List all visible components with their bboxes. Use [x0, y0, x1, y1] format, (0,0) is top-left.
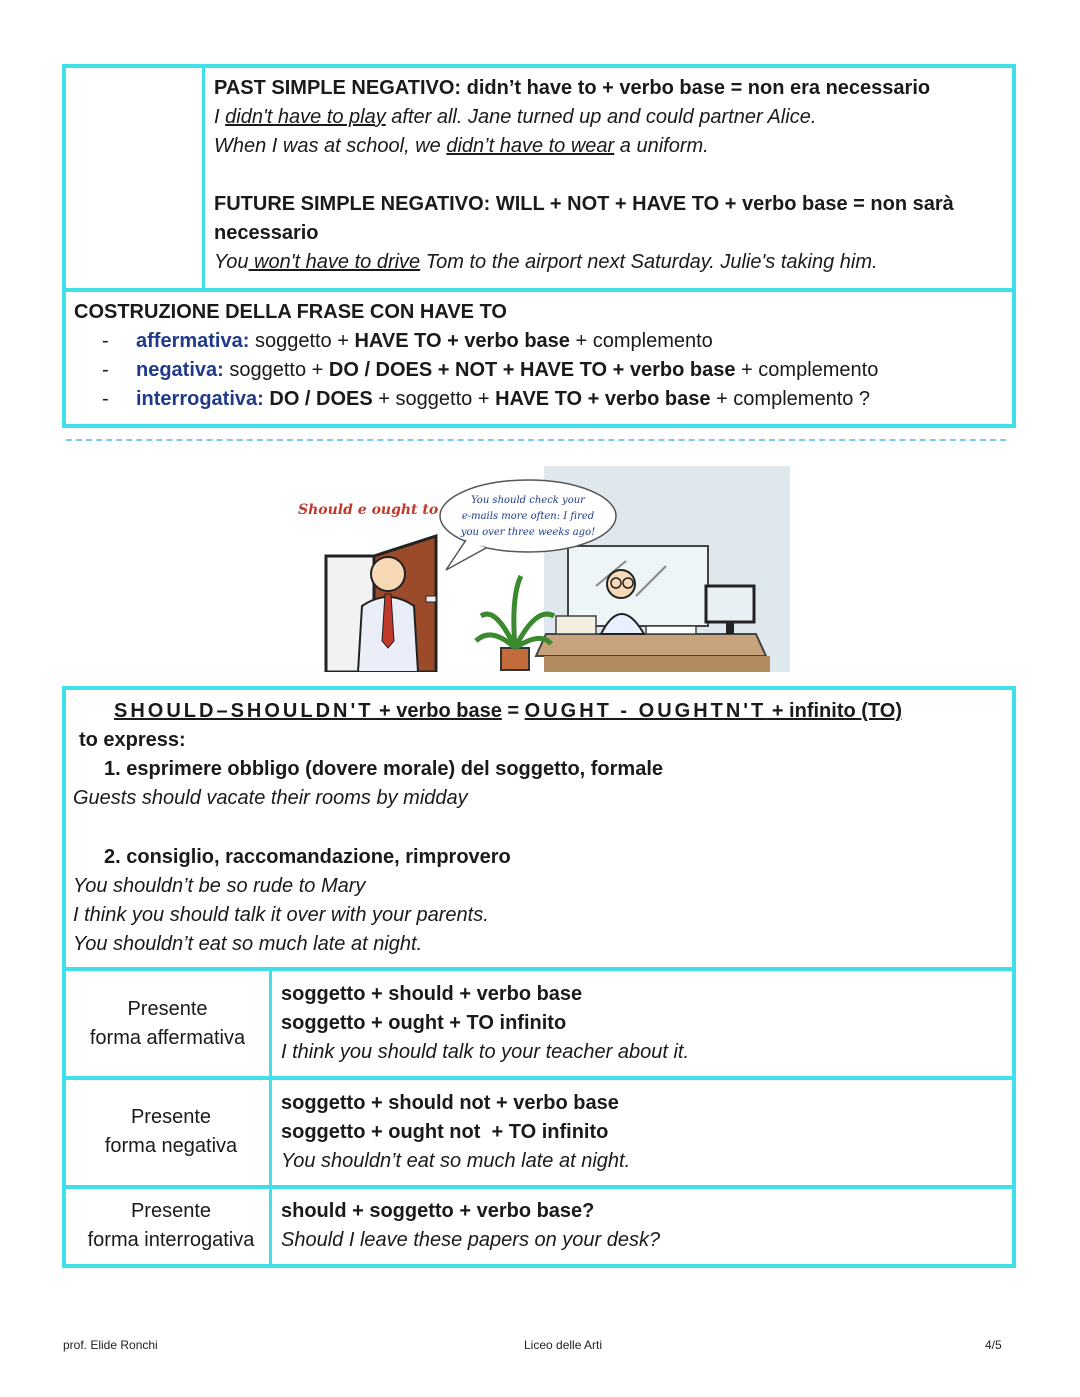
speech-line: you over three weeks ago! — [460, 527, 596, 538]
footer-school: Liceo delle Arti — [524, 1338, 603, 1352]
future-heading-1: FUTURE SIMPLE NEGATIVO: WILL + NOT + HAVE TO + verbo base = non sarà — [214, 193, 954, 215]
speech-line: e-mails more often: I fired — [461, 511, 595, 522]
to-express: to express: — [79, 729, 186, 751]
top-box-divider — [202, 64, 205, 290]
construction-item-negativa: - negativa: soggetto + DO / DOES + NOT + HAVE TO + verbo base + complemento — [102, 356, 878, 384]
table-border — [62, 967, 1016, 971]
bullet: - — [102, 388, 109, 410]
footer-author: prof. Elide Ronchi — [63, 1338, 158, 1352]
footer-page-number: 4/5 — [985, 1338, 1002, 1352]
construction-title: COSTRUZIONE DELLA FRASE CON HAVE TO — [74, 301, 507, 323]
point-1: 1. esprimere obbligo (dovere morale) del soggetto, formale — [104, 758, 664, 780]
bullet: - — [102, 330, 109, 352]
point-2-example: You shouldn’t be so rude to Mary — [73, 875, 366, 897]
row-rule: soggetto + should + verbo base — [281, 983, 583, 1005]
past-heading: PAST SIMPLE NEGATIVO: didn’t have to + verbo base = non era necessario — [214, 77, 931, 99]
cartoon-illustration — [296, 466, 792, 672]
row-example: Should I leave these papers on your desk? — [281, 1229, 661, 1251]
row-label: forma affermativa — [89, 1027, 246, 1049]
cartoon-caption: Should e ought to — [298, 502, 439, 518]
future-example: You won't have to drive Tom to the airport next Saturday. Julie's taking him. — [214, 251, 878, 273]
row-label: Presente — [130, 1106, 212, 1128]
row-rule: soggetto + should not + verbo base — [281, 1092, 619, 1114]
row-label: forma interrogativa — [87, 1229, 255, 1251]
row-label: forma negativa — [104, 1135, 238, 1157]
bullet: - — [102, 359, 109, 381]
row-example: You shouldn’t eat so much late at night. — [281, 1150, 631, 1172]
row-rule: soggetto + ought + TO infinito — [281, 1012, 567, 1034]
construction-item-affermativa: - affermativa: soggetto + HAVE TO + verbo base + complemento — [102, 327, 713, 355]
should-title: SHOULD–SHOULDN'T + verbo base = OUGHT - OUGHTN'T + infinito (TO) — [114, 700, 902, 722]
point-2-example: I think you should talk it over with your parents. — [73, 904, 489, 926]
row-label: Presente — [127, 998, 208, 1020]
point-1-example: Guests should vacate their rooms by midday — [73, 787, 468, 809]
point-2: 2. consiglio, raccomandazione, rimprovero — [104, 846, 511, 868]
row-label: Presente — [130, 1200, 212, 1222]
future-heading-2: necessario — [214, 222, 319, 244]
speech-line: You should check your — [471, 495, 585, 506]
construction-item-interrogativa: - interrogativa: DO / DOES + soggetto + HAVE TO + verbo base + complemento ? — [102, 385, 870, 413]
section-divider — [66, 439, 1006, 441]
past-example-1: I didn't have to play after all. Jane turned up and could partner Alice. — [214, 106, 817, 128]
row-rule: soggetto + ought not + TO infinito — [281, 1121, 609, 1143]
row-rule: should + soggetto + verbo base? — [281, 1200, 595, 1222]
row-example: I think you should talk to your teacher about it. — [281, 1041, 690, 1063]
past-example-2: When I was at school, we didn’t have to wear a uniform. — [214, 135, 709, 157]
speech-bubble-text — [448, 493, 608, 541]
table-border — [62, 1076, 1016, 1080]
point-2-example: You shouldn’t eat so much late at night. — [73, 933, 423, 955]
table-border — [62, 1185, 1016, 1189]
